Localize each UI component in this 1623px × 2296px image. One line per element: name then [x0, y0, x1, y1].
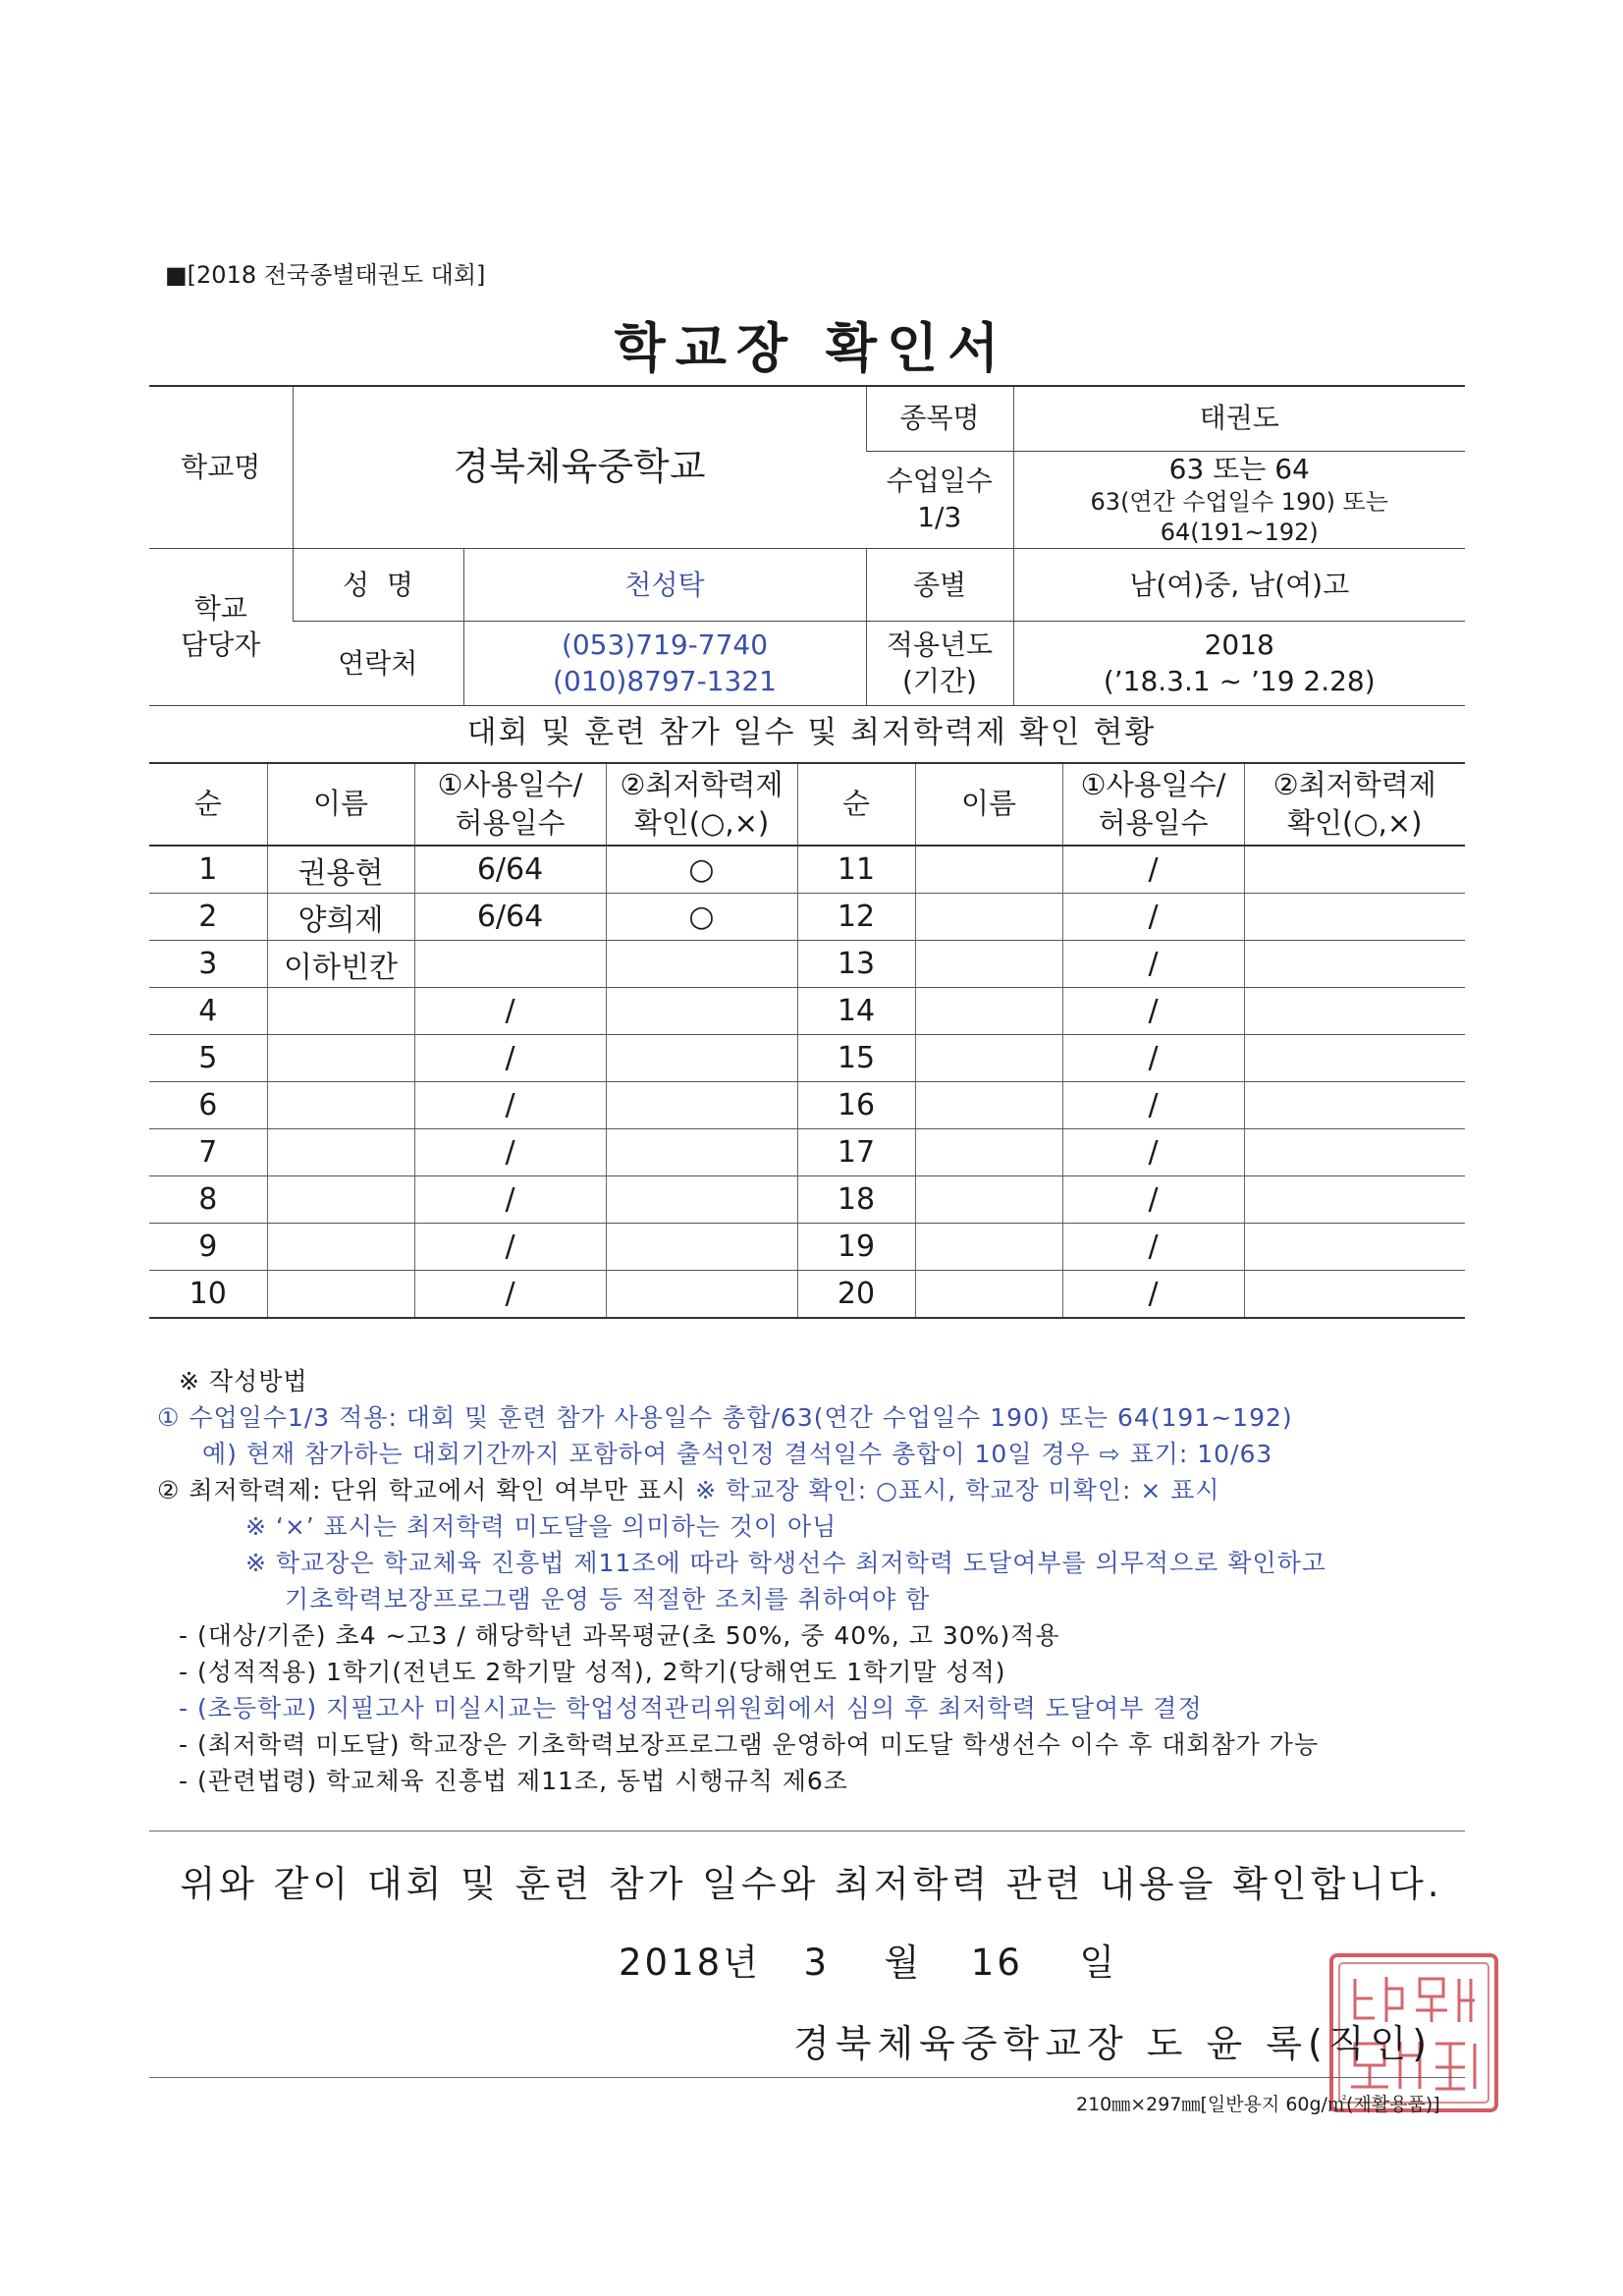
- row-days-2: /: [1062, 988, 1244, 1035]
- date-year: 2018년: [619, 1941, 761, 1984]
- row-no-2: 15: [797, 1035, 915, 1082]
- row-days-2: /: [1062, 894, 1244, 941]
- note-2-line3: ※ 학교장은 학교체육 진흥법 제11조에 따라 학생선수 최저학력 도달여부를 의무적으로 확인하고: [245, 1549, 1326, 1577]
- table-row: [149, 1129, 1465, 1176]
- row-days: /: [414, 1082, 606, 1129]
- row-name: 양희제: [267, 894, 414, 941]
- col-header-days-2-line2: 허용일수: [1098, 806, 1209, 840]
- row-check-2: [1244, 1129, 1465, 1176]
- participant-roster-table: [149, 762, 1465, 1319]
- col-header-check-line2: 확인(○,×): [633, 806, 770, 840]
- signer-name: 경북체육중학교장 도 윤 록(직인): [793, 2022, 1434, 2065]
- row-check-2: [1244, 941, 1465, 988]
- year-value-line1: 2018: [1204, 629, 1274, 662]
- note-1-line2: 예) 현재 참가하는 대회기간까지 포함하여 출석인정 결석일수 총합이 10일 경우 ⇨ 표기: 10/63: [202, 1440, 1273, 1468]
- year-value-line2: (’18.3.1 ~ ’19 2.28): [1103, 664, 1376, 697]
- manager-name: 천성탁: [463, 549, 866, 622]
- row-check: [606, 1129, 797, 1176]
- detail-1: - (대상/기준) 초4 ~고3 / 해당학년 과목평균(초 50%, 중 40%, 고 30%)적용: [179, 1621, 1060, 1650]
- row-name-2: [915, 1129, 1062, 1176]
- row-name-2: [915, 894, 1062, 941]
- col-header-check-2-line2: 확인(○,×): [1287, 806, 1423, 840]
- row-days-2: /: [1062, 1224, 1244, 1271]
- notes-heading: ※ 작성방법: [179, 1367, 308, 1395]
- row-check: [606, 941, 797, 988]
- divider-bottom: [149, 2077, 1465, 2078]
- school-name: 경북체육중학교: [293, 386, 866, 549]
- manager-label-line2: 담당자: [181, 628, 261, 661]
- header-tag: ■[2018 전국종별태권도 대회]: [165, 261, 486, 289]
- paper-spec-footer: 210㎜×297㎜[일반용지 60g/㎡(재활용품)]: [1076, 2094, 1440, 2115]
- school-days-label: [866, 451, 1013, 549]
- row-check: ○: [606, 846, 797, 894]
- col-header-check: [606, 763, 797, 846]
- row-days-2: /: [1062, 846, 1244, 894]
- row-check-2: [1244, 1176, 1465, 1224]
- row-days: [414, 941, 606, 988]
- school-days-label-line1: 수업일수: [886, 465, 993, 498]
- year-label: [866, 622, 1013, 706]
- row-name: [267, 1224, 414, 1271]
- row-name: [267, 988, 414, 1035]
- row-no-2: 16: [797, 1082, 915, 1129]
- row-check-2: [1244, 1224, 1465, 1271]
- note-2-text: ② 최저학력제: 단위 학교에서 확인 여부만 표시: [157, 1476, 696, 1504]
- col-header-no-2: 순: [797, 763, 915, 846]
- row-name-2: [915, 1224, 1062, 1271]
- contact-label: 연락처: [293, 622, 463, 706]
- detail-5: - (관련법령) 학교체육 진흥법 제11조, 동법 시행규칙 제6조: [179, 1767, 848, 1795]
- row-name-2: [915, 988, 1062, 1035]
- col-header-days-line1: ①사용일수/: [437, 767, 583, 801]
- row-check: [606, 1271, 797, 1319]
- col-header-name-2: 이름: [915, 763, 1062, 846]
- row-days: 6/64: [414, 846, 606, 894]
- row-no: 3: [149, 941, 267, 988]
- row-name: [267, 1082, 414, 1129]
- row-no: 9: [149, 1224, 267, 1271]
- event-value: 태권도: [1013, 386, 1465, 451]
- table-row: [149, 1035, 1465, 1082]
- row-days: /: [414, 1224, 606, 1271]
- school-info-table: [149, 385, 1465, 706]
- school-days-label-line2: 1/3: [917, 500, 962, 533]
- row-days-2: /: [1062, 1035, 1244, 1082]
- year-value: [1013, 622, 1465, 706]
- row-days: 6/64: [414, 894, 606, 941]
- table-row: [149, 1082, 1465, 1129]
- table-row: [149, 1224, 1465, 1271]
- row-name-2: [915, 1082, 1062, 1129]
- table-row: [149, 894, 1465, 941]
- row-name-2: [915, 1035, 1062, 1082]
- row-no: 2: [149, 894, 267, 941]
- row-no: 4: [149, 988, 267, 1035]
- table-row: [149, 941, 1465, 988]
- detail-3: - (초등학교) 지필고사 미실시교는 학업성적관리위원회에서 심의 후 최저학력 도달여부 결정: [179, 1694, 1203, 1722]
- row-days-2: /: [1062, 1129, 1244, 1176]
- row-no-2: 19: [797, 1224, 915, 1271]
- row-days-2: /: [1062, 1176, 1244, 1224]
- school-days-value-line2: 63(연간 수업일수 190) 또는 64(191~192): [1090, 487, 1388, 547]
- col-header-days-2: [1062, 763, 1244, 846]
- row-no: 1: [149, 846, 267, 894]
- school-days-value: [1013, 451, 1465, 549]
- row-name-2: [915, 1271, 1062, 1319]
- row-no: 10: [149, 1271, 267, 1319]
- division-value: 남(여)중, 남(여)고: [1013, 549, 1465, 622]
- manager-label-line1: 학교: [193, 592, 247, 626]
- row-check-2: [1244, 1082, 1465, 1129]
- school-days-value-line1: 63 또는 64: [1168, 452, 1310, 485]
- row-check-2: [1244, 894, 1465, 941]
- detail-2: - (성적적용) 1학기(전년도 2학기말 성적), 2학기(당해연도 1학기말 성적): [179, 1658, 1006, 1686]
- col-header-check-2: [1244, 763, 1465, 846]
- row-no-2: 20: [797, 1271, 915, 1319]
- row-name-2: [915, 1176, 1062, 1224]
- event-label: 종목명: [866, 386, 1013, 451]
- status-title: 대회 및 훈련 참가 일수 및 최저학력제 확인 현황: [466, 715, 1157, 750]
- row-check: [606, 1224, 797, 1271]
- col-header-name: 이름: [267, 763, 414, 846]
- row-no-2: 14: [797, 988, 915, 1035]
- contact-phone-1: (053)719-7740: [561, 629, 769, 662]
- contact-value: [463, 622, 866, 706]
- year-label-line1: 적용년도: [886, 629, 994, 662]
- row-check: [606, 1035, 797, 1082]
- note-2-marking: ※ 학교장 확인: ○표시, 학교장 미확인: × 표시: [695, 1476, 1220, 1504]
- note-2-line4: 기초학력보장프로그램 운영 등 적절한 조치를 취하여야 함: [285, 1585, 931, 1613]
- row-days: /: [414, 1129, 606, 1176]
- row-name-2: [915, 941, 1062, 988]
- row-name-2: [915, 846, 1062, 894]
- row-name: [267, 1271, 414, 1319]
- note-2-line1: [157, 1472, 1473, 1508]
- row-check-2: [1244, 988, 1465, 1035]
- division-label: 종별: [866, 549, 1013, 622]
- row-name: [267, 1176, 414, 1224]
- row-days: /: [414, 1176, 606, 1224]
- row-check-2: [1244, 1035, 1465, 1082]
- row-name: 권용현: [267, 846, 414, 894]
- date-day-num: 16: [970, 1941, 1023, 1984]
- writing-instructions: [157, 1363, 1473, 1799]
- row-no-2: 18: [797, 1176, 915, 1224]
- detail-4: - (최저학력 미도달) 학교장은 기초학력보장프로그램 운영하여 미도달 학생선수 이수 후 대회참가 가능: [179, 1730, 1320, 1759]
- table-row: [149, 846, 1465, 894]
- row-days-2: /: [1062, 1082, 1244, 1129]
- row-no-2: 17: [797, 1129, 915, 1176]
- col-header-check-2-line1: ②최저학력제: [1272, 767, 1436, 801]
- row-no: 8: [149, 1176, 267, 1224]
- row-no: 7: [149, 1129, 267, 1176]
- row-check: [606, 988, 797, 1035]
- row-no-2: 11: [797, 846, 915, 894]
- note-2-line2: ※ ‘×’ 표시는 최저학력 미도달을 의미하는 것이 아님: [245, 1512, 838, 1541]
- row-no-2: 13: [797, 941, 915, 988]
- manager-label: [149, 549, 293, 706]
- row-no: 6: [149, 1082, 267, 1129]
- row-days-2: /: [1062, 941, 1244, 988]
- contact-phone-2: (010)8797-1321: [553, 664, 777, 697]
- roster-header-row: [149, 763, 1465, 846]
- issue-date: [619, 1933, 1117, 1986]
- row-name: [267, 1035, 414, 1082]
- row-days-2: /: [1062, 1271, 1244, 1319]
- row-check: [606, 1176, 797, 1224]
- date-day-unit: 일: [1079, 1941, 1118, 1984]
- table-row: [149, 1176, 1465, 1224]
- confirmation-statement: 위와 같이 대회 및 훈련 참가 일수와 최저학력 관련 내용을 확인합니다.: [180, 1863, 1443, 1905]
- row-check: ○: [606, 894, 797, 941]
- row-name: 이하빈칸: [267, 941, 414, 988]
- row-check: [606, 1082, 797, 1129]
- row-no: 5: [149, 1035, 267, 1082]
- col-header-days-2-line1: ①사용일수/: [1080, 767, 1226, 801]
- name-label: 성 명: [293, 549, 463, 622]
- row-name: [267, 1129, 414, 1176]
- school-label: 학교명: [149, 386, 293, 549]
- row-days: /: [414, 1035, 606, 1082]
- col-header-days-line2: 허용일수: [455, 806, 566, 840]
- col-header-days: [414, 763, 606, 846]
- table-row: [149, 988, 1465, 1035]
- table-row: [149, 1271, 1465, 1319]
- col-header-check-line1: ②최저학력제: [620, 767, 784, 801]
- row-days: /: [414, 1271, 606, 1319]
- row-check-2: [1244, 1271, 1465, 1319]
- row-no-2: 12: [797, 894, 915, 941]
- year-label-line2: (기간): [902, 664, 977, 697]
- document-title: 학교장 확인서: [614, 317, 1009, 379]
- note-1-line1: ① 수업일수1/3 적용: 대회 및 훈련 참가 사용일수 총합/63(연간 수업일수 190) 또는 64(191~192): [157, 1403, 1293, 1432]
- row-days: /: [414, 988, 606, 1035]
- date-month-unit: 월: [884, 1941, 923, 1984]
- col-header-no: 순: [149, 763, 267, 846]
- date-month-num: 3: [803, 1941, 830, 1984]
- row-check-2: [1244, 846, 1465, 894]
